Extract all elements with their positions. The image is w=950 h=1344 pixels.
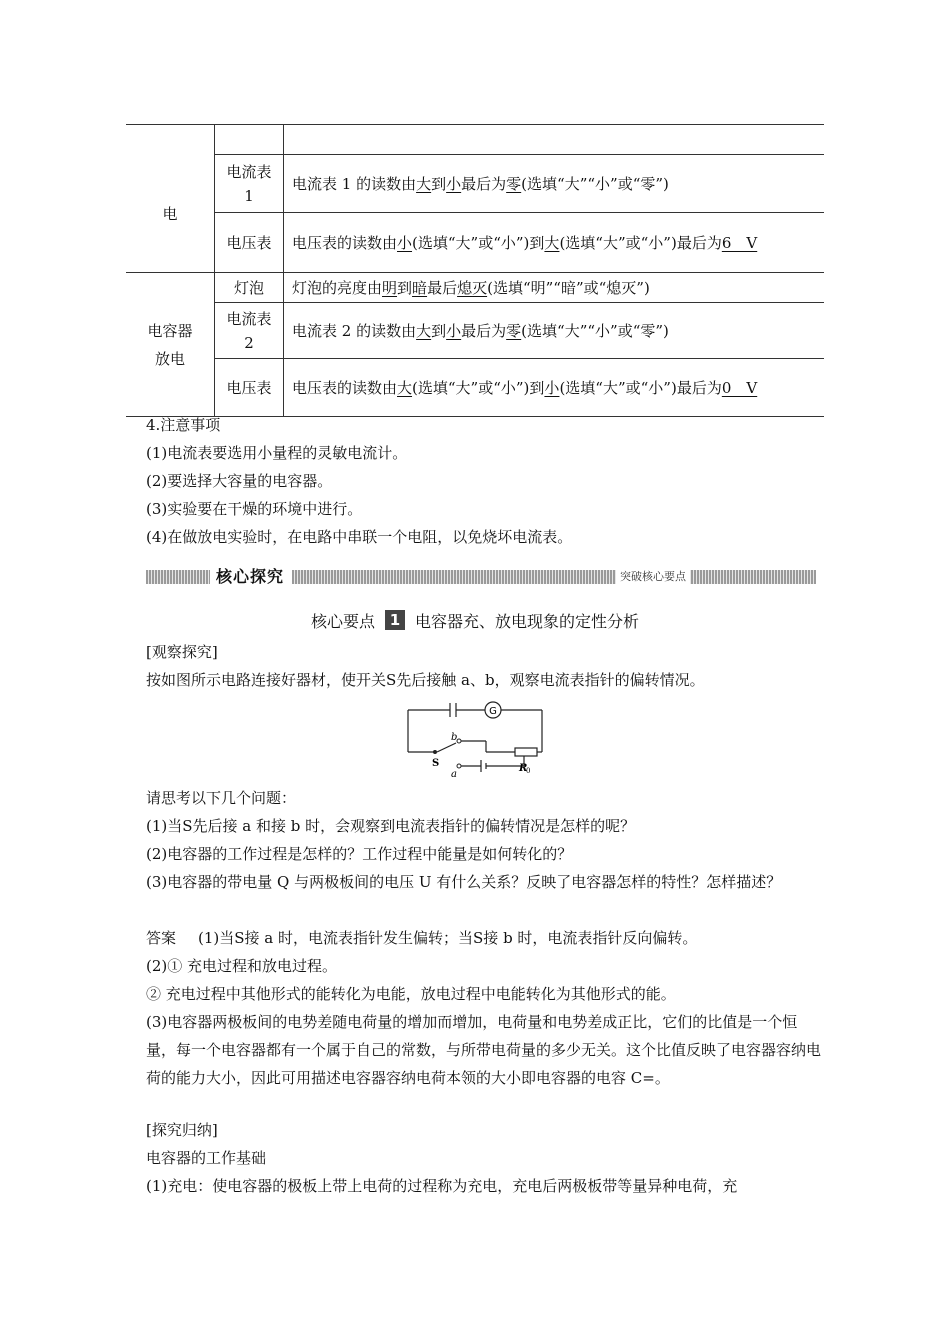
answer-fill: 小 xyxy=(544,378,560,397)
experiment-table xyxy=(126,124,824,417)
row-text xyxy=(292,379,757,397)
text-segment: 到 xyxy=(431,321,447,340)
answer-fill: 大 xyxy=(397,378,413,397)
text-segment: (选填“大”“小”或“零”) xyxy=(521,174,669,193)
row-text xyxy=(292,279,650,297)
banner-stripe xyxy=(146,570,210,584)
answer-fill: 零 xyxy=(506,321,522,340)
row-text xyxy=(292,322,669,340)
observe-heading: [观察探究] xyxy=(146,643,218,661)
group-label: 电 xyxy=(162,204,178,223)
item-label: 电流表 1 xyxy=(226,162,272,205)
text-segment: (选填“大”或“小”)最后为 xyxy=(559,378,722,397)
item-cell xyxy=(215,213,284,273)
text-segment: 电流表 2 的读数由 xyxy=(292,321,417,340)
note-item: (2)要选择大容量的电容器。 xyxy=(146,472,333,490)
contact-a xyxy=(457,764,461,768)
answer-section xyxy=(146,924,826,1092)
group-cell xyxy=(126,155,215,273)
answer-line: (3)电容器两极板间的电势差随电荷量的增加而增加，电荷量和电势差成正比，它们的比值是一个恒量，每一个电容器都有一个属于自己的常数，与所带电荷量的多少无关。这个比值反映了电容器容纳电荷的能力大小，因此可用描述电容器容纳电荷本领的大小即电容器的电容 C=。 xyxy=(146,1013,822,1087)
item-cell xyxy=(215,359,284,417)
answer-fill: 小 xyxy=(397,233,413,252)
note-item: (3)实验要在干燥的环境中进行。 xyxy=(146,500,363,518)
text-segment: (选填“大”或“小”)到 xyxy=(412,233,545,252)
table-row xyxy=(126,303,824,359)
table-row xyxy=(126,155,824,213)
galvanometer-label: G xyxy=(489,706,497,717)
group-label: 电容器 放电 xyxy=(147,321,193,368)
text-segment: (选填“大”“小”或“零”) xyxy=(521,321,669,340)
answer-fill: 0 V xyxy=(721,378,758,397)
text-segment: (选填“大”或“小”)最后为 xyxy=(559,233,722,252)
banner-stripe xyxy=(292,570,816,584)
text-cell xyxy=(284,125,825,155)
label-r-sub: 0 xyxy=(526,767,531,775)
table-row xyxy=(126,273,824,303)
summary-heading: [探究归纳] xyxy=(146,1121,218,1139)
text-cell xyxy=(284,359,825,417)
switch-pivot xyxy=(433,750,437,754)
answer-fill: 6 V xyxy=(721,233,758,252)
answer-fill: 小 xyxy=(446,321,462,340)
note-item: (4)在做放电实验时，在电路中串联一个电阻，以免烧坏电流表。 xyxy=(146,528,573,546)
label-s: S xyxy=(432,758,440,769)
section-banner xyxy=(146,566,816,588)
answer-fill: 大 xyxy=(416,174,432,193)
observe-section xyxy=(146,638,826,694)
question-item: (1)当S先后接 a 和接 b 时，会观察到电流表指针的偏转情况是怎样的呢？ xyxy=(146,817,636,835)
table-row xyxy=(126,359,824,417)
label-b: b xyxy=(451,732,458,743)
text-cell xyxy=(284,303,825,359)
text-cell xyxy=(284,155,825,213)
item-label: 电流表 2 xyxy=(226,309,272,352)
table-row xyxy=(126,125,824,155)
question-item: (3)电容器的带电量 Q 与两极板间的电压 U 有什么关系？反映了电容器怎样的特性？怎样描述？ xyxy=(146,873,782,891)
observe-intro: 按如图所示电路连接好器材，使开关S先后接触 a、b，观察电流表指针的偏转情况。 xyxy=(146,671,705,689)
key-point-title xyxy=(0,608,950,636)
answer-fill: 熄灭 xyxy=(457,278,488,297)
item-cell xyxy=(215,303,284,359)
answer-line xyxy=(146,924,826,952)
banner-title: 核心探究 xyxy=(210,564,290,587)
text-segment: 灯泡的亮度由 xyxy=(292,278,383,297)
contact-b xyxy=(457,739,461,743)
answer-fill: 明 xyxy=(382,278,398,297)
resistor-icon xyxy=(515,748,537,756)
text-cell xyxy=(284,213,825,273)
answer-fill: 大 xyxy=(544,233,560,252)
text-segment: 电压表的读数由 xyxy=(292,233,398,252)
text-segment: 到 xyxy=(431,174,447,193)
label-a: a xyxy=(451,769,457,780)
answer-fill: 大 xyxy=(416,321,432,340)
answer-fill: 暗 xyxy=(412,278,428,297)
group-cell xyxy=(126,273,215,417)
text-segment: 到 xyxy=(397,278,413,297)
group-cell xyxy=(126,125,215,155)
text-segment: 电流表 1 的读数由 xyxy=(292,174,417,193)
item-label: 灯泡 xyxy=(233,278,264,297)
label-r: R xyxy=(519,763,528,774)
text-segment: (选填“大”或“小”)到 xyxy=(412,378,545,397)
circuit-diagram xyxy=(404,700,546,782)
questions-lead: 请思考以下几个问题： xyxy=(146,789,297,807)
banner-tag: 突破核心要点 xyxy=(616,568,690,584)
note-item: (1)电流表要选用小量程的灵敏电流计。 xyxy=(146,444,408,462)
key-point-prefix: 核心要点 xyxy=(310,612,375,631)
summary-line: (1)充电：使电容器的极板上带上电荷的过程称为充电，充电后两极板带等量异种电荷，充 xyxy=(146,1177,738,1195)
text-segment: (选填“明”“暗”或“熄灭”) xyxy=(487,278,650,297)
notes-heading: 4.注意事项 xyxy=(146,416,221,434)
item-cell xyxy=(215,273,284,303)
answer-fill: 小 xyxy=(446,174,462,193)
answer-line: (2)① 充电过程和放电过程。 xyxy=(146,957,338,975)
notes-section xyxy=(146,411,826,551)
answer-fill: 零 xyxy=(506,174,522,193)
text-segment: 电压表的读数由 xyxy=(292,378,398,397)
text-segment: 最后 xyxy=(427,278,458,297)
text-segment: 最后为 xyxy=(461,174,507,193)
table-row xyxy=(126,213,824,273)
key-point-number: 1 xyxy=(385,610,405,630)
item-label: 电压表 xyxy=(226,378,272,397)
row-text xyxy=(292,175,669,193)
text-cell xyxy=(284,273,825,303)
summary-section xyxy=(146,1116,826,1200)
switch-blade xyxy=(437,743,456,752)
questions-section xyxy=(146,784,826,896)
answer-label: 答案 xyxy=(146,929,177,947)
answer-text: (1)当S接 a 时，电流表指针发生偏转；当S接 b 时，电流表指针反向偏转。 xyxy=(198,929,698,947)
key-point-text: 电容器充、放电现象的定性分析 xyxy=(415,612,640,631)
item-cell xyxy=(215,125,284,155)
row-text xyxy=(292,234,757,252)
summary-subheading: 电容器的工作基础 xyxy=(146,1149,267,1167)
item-label: 电压表 xyxy=(226,233,272,252)
item-cell xyxy=(215,155,284,213)
answer-line: ② 充电过程中其他形式的能转化为电能，放电过程中电能转化为其他形式的能。 xyxy=(146,985,676,1003)
question-item: (2)电容器的工作过程是怎样的？工作过程中能量是如何转化的？ xyxy=(146,845,573,863)
text-segment: 最后为 xyxy=(461,321,507,340)
